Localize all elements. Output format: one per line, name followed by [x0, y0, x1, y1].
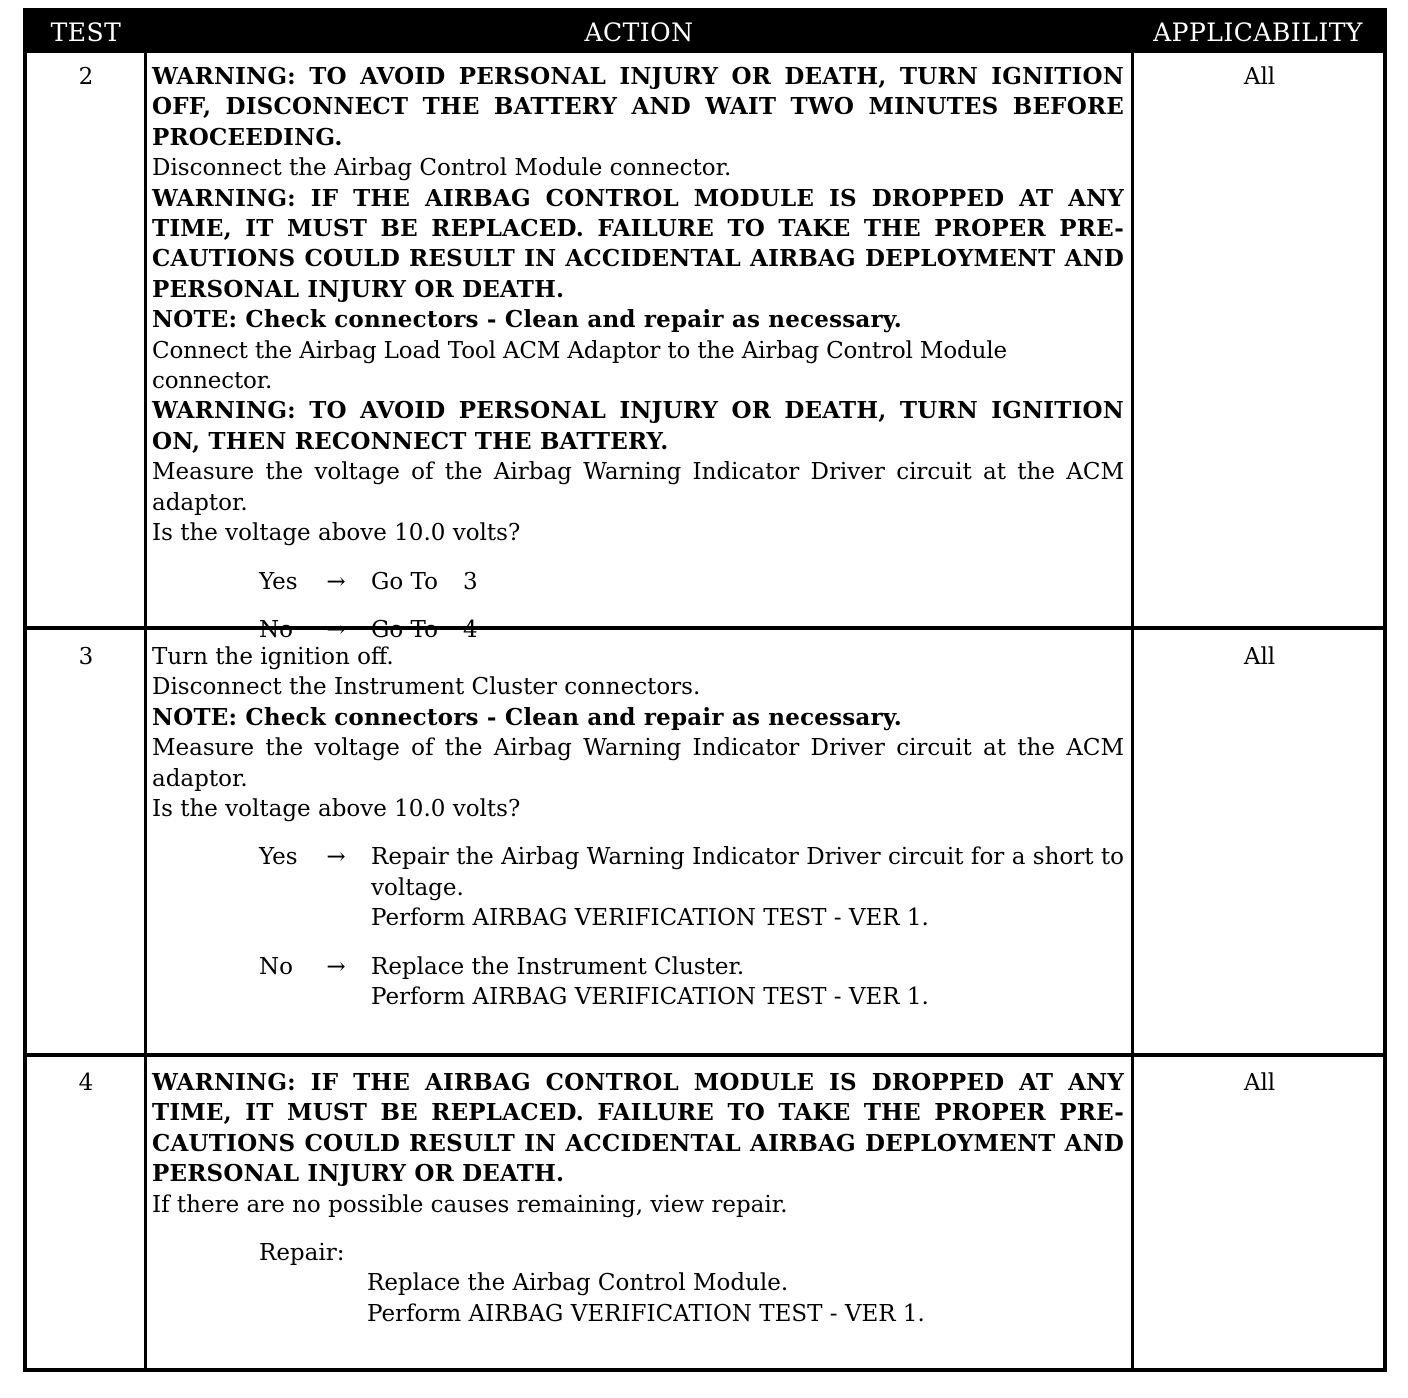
repair-line: Replace the Airbag Control Module.	[367, 1270, 789, 1297]
diagnostic-test-table	[23, 8, 1387, 1372]
step-text: Measure the voltage of the Airbag Warning Indicator Driver circuit at the ACM adaptor.	[152, 735, 1124, 792]
no-option	[259, 615, 1124, 645]
arrow-right-icon: →	[326, 844, 346, 871]
column-divider	[1131, 53, 1134, 1368]
note-text: NOTE: Check connectors - Clean and repair as necessary.	[152, 306, 902, 334]
note-text: NOTE: Check connectors - Clean and repair as necessary.	[152, 703, 902, 731]
row-divider	[27, 1053, 1383, 1057]
column-divider	[144, 53, 147, 1368]
step-text: Disconnect the Instrument Cluster connectors.	[152, 674, 701, 701]
action-cell	[152, 1068, 1124, 1329]
applicability-value: All	[1243, 1070, 1276, 1096]
action-cell	[152, 62, 1124, 645]
test-number: 2	[78, 64, 94, 90]
step-text: Disconnect the Airbag Control Module connector.	[152, 155, 732, 182]
step-text: Connect the Airbag Load Tool ACM Adaptor to the Airbag Control Module connector.	[152, 337, 1007, 395]
repair-label: Repair:	[259, 1240, 345, 1267]
yes-option	[259, 567, 1124, 597]
goto-text: Go To	[371, 616, 438, 643]
yes-label: Yes	[259, 844, 298, 871]
no-option	[259, 952, 1124, 1013]
warning-text: WARNING: TO AVOID PERSONAL INJURY OR DEATH, TURN IGNITION ON, THEN RECONNECT THE BATTERY.	[152, 397, 1124, 455]
arrow-right-icon: →	[326, 616, 346, 643]
header-test: TEST	[50, 18, 122, 47]
goto-text: Go To	[371, 568, 438, 595]
repair-line-verify: Perform AIRBAG VERIFICATION TEST - VER 1.	[367, 1300, 925, 1327]
warning-text: WARNING: IF THE AIRBAG CONTROL MODULE IS DROPPED AT ANY TIME, IT MUST BE REPLACED. FAILURE TO TAKE THE PROPER PRE-CAUTIONS COULD RESULT IN ACCIDENTAL AIRBAG DEPLOYMENT AND PERSONAL INJURY OR DEATH.	[152, 1069, 1124, 1188]
yes-result: Repair the Airbag Warning Indicator Driver circuit for a short to voltage.	[371, 844, 1124, 901]
header-applicability: APPLICABILITY	[1153, 18, 1363, 47]
question-text: Is the voltage above 10.0 volts?	[152, 520, 521, 547]
applicability-value: All	[1243, 644, 1276, 670]
table-header	[27, 12, 1383, 53]
yes-option	[259, 842, 1124, 933]
step-text: Measure the voltage of the Airbag Warning Indicator Driver circuit at the ACM adaptor.	[152, 459, 1124, 516]
no-label: No	[259, 616, 293, 643]
test-number: 3	[78, 644, 94, 670]
goto-target: 3	[463, 568, 478, 595]
step-text: If there are no possible causes remaining, view repair.	[152, 1191, 788, 1218]
test-number: 4	[78, 1070, 94, 1096]
header-action: ACTION	[584, 18, 694, 47]
no-label: No	[259, 953, 293, 980]
step-text: Turn the ignition off.	[152, 644, 394, 670]
yes-result-verify: Perform AIRBAG VERIFICATION TEST - VER 1.	[371, 905, 929, 932]
applicability-value: All	[1243, 64, 1276, 90]
arrow-right-icon: →	[326, 953, 346, 980]
question-text: Is the voltage above 10.0 volts?	[152, 796, 521, 823]
yes-label: Yes	[259, 568, 298, 595]
goto-target: 4	[463, 616, 478, 643]
arrow-right-icon: →	[326, 568, 346, 595]
no-result: Replace the Instrument Cluster.	[371, 953, 745, 980]
no-result-verify: Perform AIRBAG VERIFICATION TEST - VER 1.	[371, 984, 929, 1011]
warning-text: WARNING: IF THE AIRBAG CONTROL MODULE IS DROPPED AT ANY TIME, IT MUST BE REPLACED. FAILURE TO TAKE THE PROPER PRE-CAUTIONS COULD RESULT IN ACCIDENTAL AIRBAG DEPLOYMENT AND PERSONAL INJURY OR DEATH.	[152, 184, 1124, 303]
action-cell	[152, 642, 1124, 1012]
warning-text: WARNING: TO AVOID PERSONAL INJURY OR DEATH, TURN IGNITION OFF, DISCONNECT THE BATTERY AND WAIT TWO MINUTES BEFORE PROCEEDING.	[152, 63, 1124, 151]
